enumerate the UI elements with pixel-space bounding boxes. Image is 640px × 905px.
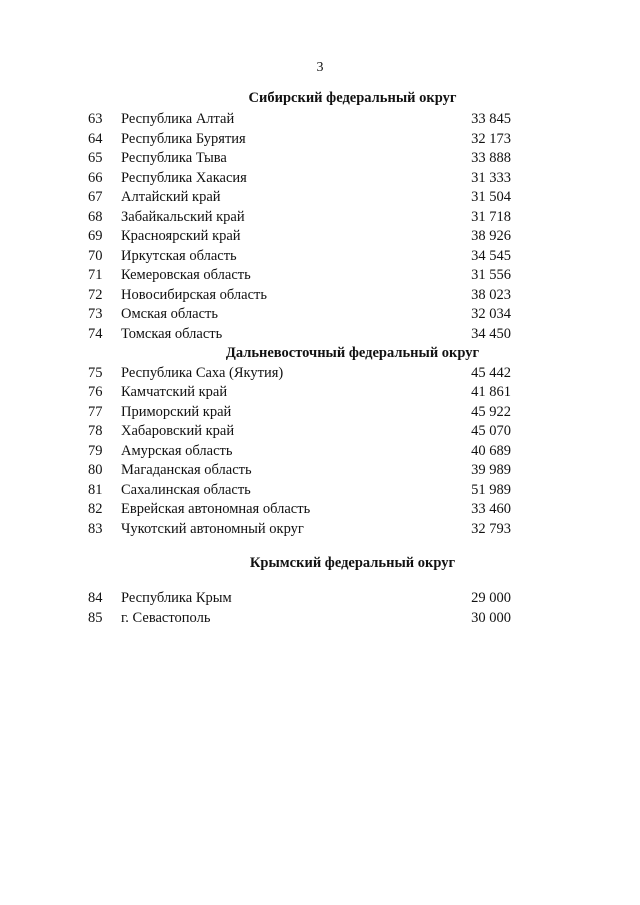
region-name: Иркутская область bbox=[121, 247, 237, 264]
table-row bbox=[0, 403, 640, 422]
region-value: 38 926 bbox=[471, 228, 511, 244]
table-row bbox=[0, 442, 640, 461]
region-name: Амурская область bbox=[121, 442, 233, 459]
region-name: Забайкальский край bbox=[121, 208, 245, 225]
table-row bbox=[0, 169, 640, 188]
region-value: 34 450 bbox=[471, 325, 511, 342]
table-row bbox=[0, 247, 640, 266]
region-name: Приморский край bbox=[121, 403, 232, 420]
row-number: 77 bbox=[88, 403, 103, 420]
region-value: 31 718 bbox=[471, 208, 511, 225]
region-name: Хабаровский край bbox=[121, 423, 235, 439]
region-name: Еврейская автономная область bbox=[121, 501, 311, 517]
region-value: 38 023 bbox=[471, 286, 511, 303]
region-name: Красноярский край bbox=[121, 228, 241, 244]
region-value: 32 173 bbox=[471, 130, 511, 147]
region-name: Алтайский край bbox=[121, 189, 221, 205]
region-name: Камчатский край bbox=[121, 384, 228, 400]
row-number: 65 bbox=[88, 150, 103, 166]
row-number: 66 bbox=[88, 169, 103, 186]
table-row bbox=[0, 130, 640, 149]
region-name: Республика Тыва bbox=[121, 150, 227, 166]
region-value: 32 793 bbox=[471, 520, 511, 537]
region-name: Кемеровская область bbox=[121, 267, 251, 283]
region-value: 32 034 bbox=[471, 306, 511, 322]
region-name: г. Севастополь bbox=[121, 609, 211, 626]
region-value: 31 556 bbox=[471, 267, 511, 283]
region-value: 29 000 bbox=[471, 590, 511, 606]
region-name: Омская область bbox=[121, 306, 218, 322]
region-name: Сахалинская область bbox=[121, 481, 251, 498]
row-number: 84 bbox=[88, 590, 103, 606]
region-name: Новосибирская область bbox=[121, 286, 267, 303]
row-number: 85 bbox=[88, 609, 103, 626]
region-name: Республика Бурятия bbox=[121, 130, 246, 147]
section-heading-far-eastern: Дальневосточный федеральный округ bbox=[225, 345, 480, 361]
section-heading-crimean: Крымский федеральный округ bbox=[249, 555, 456, 571]
region-value: 45 442 bbox=[471, 364, 511, 381]
table-row bbox=[0, 520, 640, 539]
region-name: Республика Хакасия bbox=[121, 169, 247, 186]
row-number: 79 bbox=[88, 442, 103, 459]
row-number: 74 bbox=[88, 325, 103, 342]
table-row bbox=[0, 227, 640, 246]
row-number: 70 bbox=[88, 247, 103, 264]
region-name: Республика Алтай bbox=[121, 111, 235, 127]
table-row bbox=[0, 325, 640, 344]
table-row bbox=[0, 481, 640, 500]
region-value: 31 504 bbox=[471, 189, 511, 205]
region-name: Чукотский автономный округ bbox=[121, 520, 304, 537]
table-row bbox=[0, 266, 640, 285]
region-value: 40 689 bbox=[471, 442, 511, 459]
table-row bbox=[0, 609, 640, 628]
row-number: 72 bbox=[88, 286, 103, 303]
table-row bbox=[0, 149, 640, 168]
region-value: 33 845 bbox=[471, 111, 511, 127]
row-number: 69 bbox=[88, 228, 103, 244]
region-value: 41 861 bbox=[471, 384, 511, 400]
region-name: Республика Саха (Якутия) bbox=[121, 364, 284, 381]
row-number: 76 bbox=[88, 384, 103, 400]
region-value: 51 989 bbox=[471, 481, 511, 498]
row-number: 68 bbox=[88, 208, 103, 225]
table-row bbox=[0, 500, 640, 519]
region-value: 39 989 bbox=[471, 462, 511, 478]
table-row bbox=[0, 286, 640, 305]
table-row bbox=[0, 188, 640, 207]
table-row bbox=[0, 422, 640, 441]
section-heading-siberian: Сибирский федеральный округ bbox=[248, 90, 457, 106]
row-number: 71 bbox=[88, 267, 103, 283]
region-value: 33 888 bbox=[471, 150, 511, 166]
row-number: 67 bbox=[88, 189, 103, 205]
table-row bbox=[0, 461, 640, 480]
region-name: Республика Крым bbox=[121, 590, 232, 606]
row-number: 80 bbox=[88, 462, 103, 478]
row-number: 83 bbox=[88, 520, 103, 537]
page-number: 3 bbox=[316, 60, 324, 75]
table-row bbox=[0, 208, 640, 227]
region-value: 34 545 bbox=[471, 247, 511, 264]
row-number: 64 bbox=[88, 130, 103, 147]
region-value: 30 000 bbox=[471, 609, 511, 626]
table-row bbox=[0, 305, 640, 324]
row-number: 78 bbox=[88, 423, 103, 439]
row-number: 63 bbox=[88, 111, 103, 127]
region-value: 45 070 bbox=[471, 423, 511, 439]
region-name: Томская область bbox=[121, 325, 223, 342]
region-value: 45 922 bbox=[471, 403, 511, 420]
table-row bbox=[0, 110, 640, 129]
table-row bbox=[0, 364, 640, 383]
region-value: 31 333 bbox=[471, 169, 511, 186]
row-number: 82 bbox=[88, 501, 103, 517]
region-name: Магаданская область bbox=[121, 462, 252, 478]
table-row bbox=[0, 589, 640, 608]
row-number: 81 bbox=[88, 481, 103, 498]
table-row bbox=[0, 383, 640, 402]
row-number: 73 bbox=[88, 306, 103, 322]
region-value: 33 460 bbox=[471, 501, 511, 517]
row-number: 75 bbox=[88, 364, 103, 381]
